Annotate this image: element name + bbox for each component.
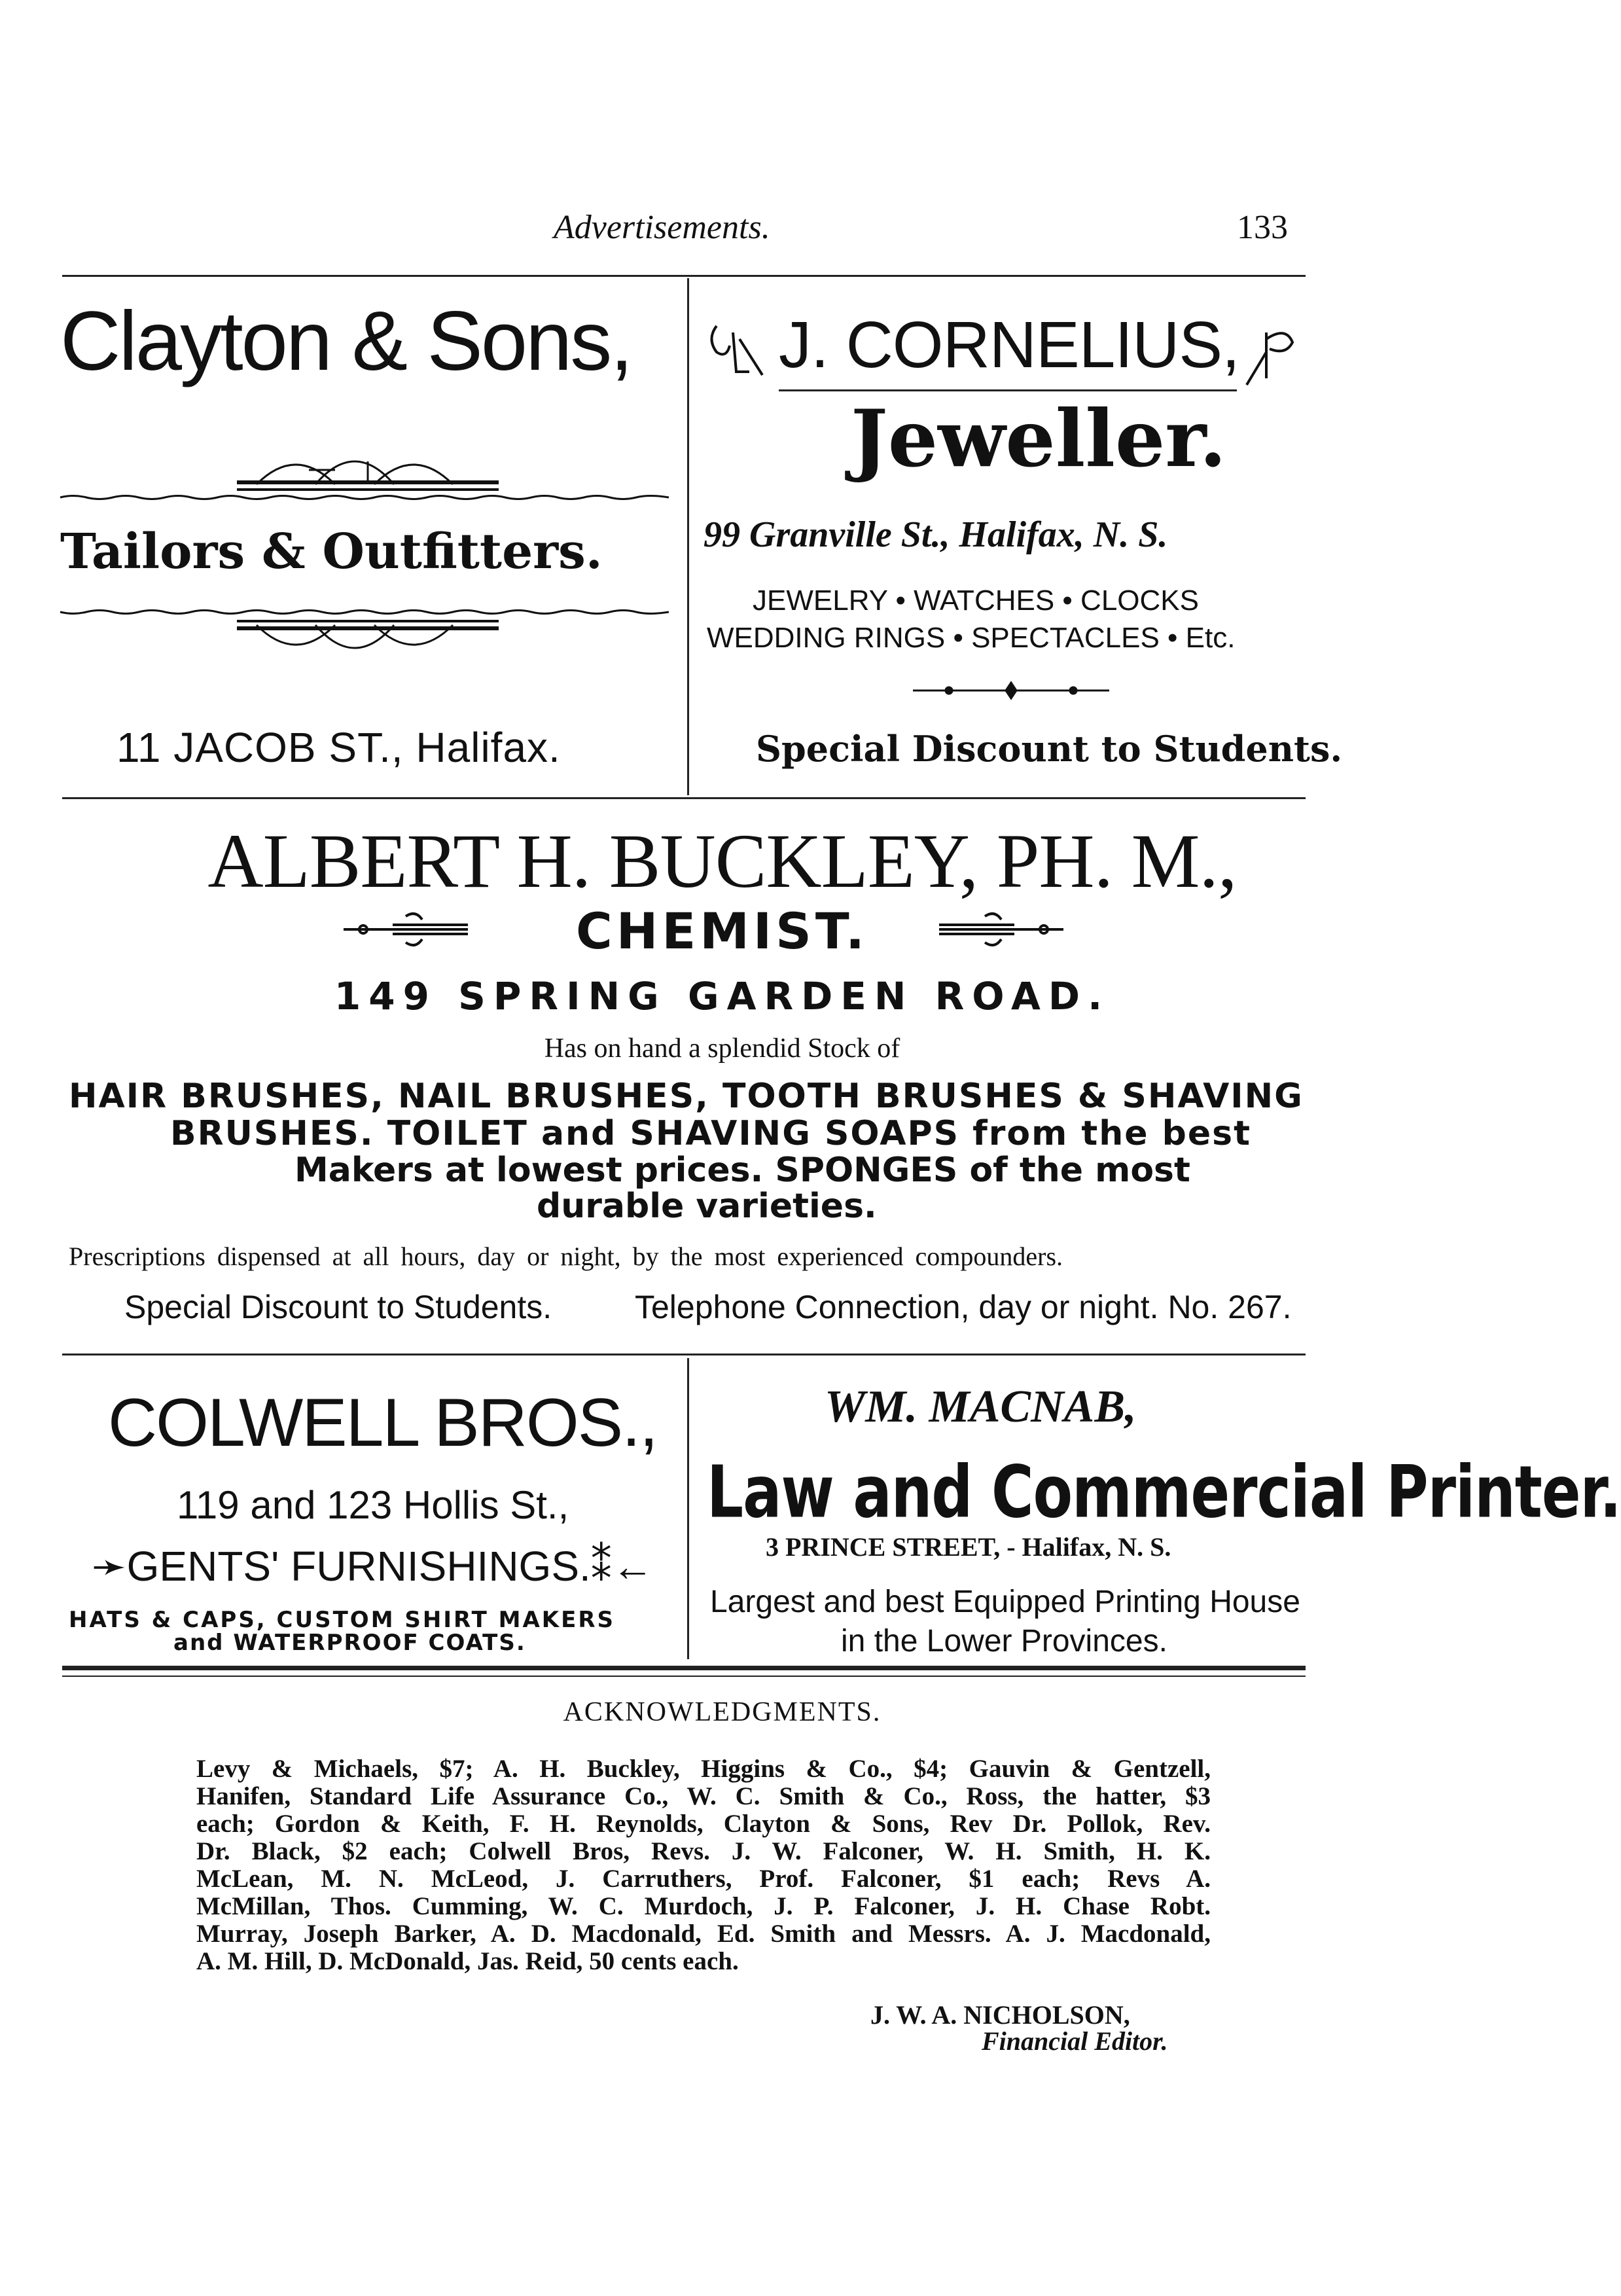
double-rule-thin bbox=[62, 1676, 1306, 1677]
buckley-address: 149 SPRING GARDEN ROAD. bbox=[334, 974, 1111, 1018]
buckley-telephone: Telephone Connection, day or night. No. 267. bbox=[635, 1289, 1292, 1325]
claim-line-2: in the Lower Provinces. bbox=[841, 1624, 1167, 1659]
page-number: 133 bbox=[1237, 209, 1288, 246]
buckley-trade: CHEMIST. bbox=[575, 902, 869, 960]
right-scroll-ornament bbox=[936, 906, 1067, 952]
double-rule-thick bbox=[62, 1666, 1306, 1670]
acknowledgments-heading: ACKNOWLEDGMENTS. bbox=[563, 1697, 882, 1727]
cornelius-discount: Special Discount to Students. bbox=[756, 728, 1343, 770]
goods-line-1: JEWELRY • WATCHES • CLOCKS bbox=[753, 584, 1199, 617]
stock-line-2: BRUSHES. TOILET and SHAVING SOAPS from the best bbox=[170, 1114, 1251, 1153]
ack-line: McMillan, Thos. Cumming, W. C. Murdoch, J. P. Falconer, J. H. Chase Robt. bbox=[196, 1892, 1211, 1920]
cornelius-address: 99 Granville St., Halifax, N. S. bbox=[704, 514, 1168, 555]
goods-line-2: WEDDING RINGS • SPECTACLES • Etc. bbox=[707, 622, 1236, 654]
running-head: Advertisements. bbox=[554, 209, 770, 246]
products-line-1: HATS & CAPS, CUSTOM SHIRT MAKERS bbox=[69, 1607, 616, 1633]
buckley-name: ALBERT H. BUCKLEY, PH. M., bbox=[207, 818, 1237, 904]
rule-above-buckley bbox=[62, 797, 1306, 799]
right-flourish-icon bbox=[1240, 313, 1312, 391]
colwell-trade: ➛GENTS' FURNISHINGS.⁑← bbox=[92, 1543, 654, 1590]
stock-line-4: durable varieties. bbox=[537, 1187, 877, 1226]
colwell-name: COLWELL BROS., bbox=[108, 1385, 657, 1461]
buckley-discount: Special Discount to Students. bbox=[124, 1289, 552, 1325]
stock-intro: Has on hand a splendid Stock of bbox=[544, 1033, 900, 1064]
top-rule bbox=[62, 275, 1306, 277]
name-underline bbox=[779, 389, 1237, 391]
products-line-2: and WATERPROOF COATS. bbox=[173, 1630, 526, 1656]
rule-below-buckley bbox=[62, 1354, 1306, 1355]
cornelius-name: J. CORNELIUS, bbox=[779, 308, 1239, 382]
left-flourish-icon bbox=[704, 313, 775, 385]
ornament-top bbox=[60, 432, 669, 511]
ack-line: each; Gordon & Keith, F. H. Reynolds, Clayton & Sons, Rev Dr. Pollok, Rev. bbox=[196, 1810, 1211, 1838]
top-column-divider bbox=[687, 278, 689, 795]
signature-title: Financial Editor. bbox=[982, 2026, 1168, 2056]
clayton-trade: Tailors & Outfitters. bbox=[60, 524, 603, 580]
ack-line: Murray, Joseph Barker, A. D. Macdonald, Ed. Smith and Messrs. A. J. Macdonald, bbox=[196, 1920, 1211, 1948]
cornelius-trade: Jeweller. bbox=[851, 393, 1227, 485]
ack-line: Dr. Black, $2 each; Colwell Bros, Revs. J. W. Falconer, W. H. Smith, H. K. bbox=[196, 1837, 1211, 1865]
ornament-bottom bbox=[60, 605, 669, 677]
clayton-address: 11 JACOB ST., Halifax. bbox=[116, 724, 561, 771]
claim-line-1: Largest and best Equipped Printing House bbox=[710, 1585, 1300, 1619]
ack-line: McLean, M. N. McLeod, J. Carruthers, Prof. Falconer, $1 each; Revs A. bbox=[196, 1865, 1211, 1893]
stock-line-3: Makers at lowest prices. SPONGES of the most bbox=[294, 1151, 1190, 1190]
macnab-address: 3 PRINCE STREET, - Halifax, N. S. bbox=[766, 1532, 1171, 1562]
bottom-column-divider bbox=[687, 1358, 689, 1659]
prescriptions-note: Prescriptions dispensed at all hours, day or night, by the most experienced compounders. bbox=[69, 1242, 1063, 1271]
clayton-name: Clayton & Sons, bbox=[60, 295, 632, 388]
ack-line: Levy & Michaels, $7; A. H. Buckley, Higgins & Co., $4; Gauvin & Gentzell, bbox=[196, 1755, 1211, 1783]
colwell-address: 119 and 123 Hollis St., bbox=[177, 1483, 569, 1527]
signature-name: J. W. A. NICHOLSON, bbox=[870, 2000, 1130, 2030]
stock-line-1: HAIR BRUSHES, NAIL BRUSHES, TOOTH BRUSHES & SHAVING bbox=[69, 1077, 1304, 1116]
divider-ornament bbox=[910, 681, 1113, 700]
ack-line: Hanifen, Standard Life Assurance Co., W. C. Smith & Co., Ross, the hatter, $3 bbox=[196, 1782, 1211, 1810]
macnab-name: WM. MACNAB, bbox=[825, 1382, 1137, 1432]
ack-line: A. M. Hill, D. McDonald, Jas. Reid, 50 cents each. bbox=[196, 1947, 739, 1975]
macnab-trade: Law and Commercial Printer. bbox=[707, 1450, 1621, 1534]
